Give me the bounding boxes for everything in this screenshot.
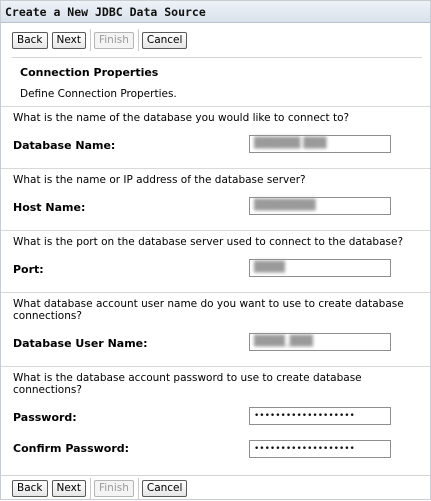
database-name-row (1, 124, 430, 168)
cancel-button[interactable]: Cancel (142, 480, 188, 497)
port-question: What is the port on the database server used to connect to the database? (1, 230, 430, 248)
password-value: ••••••••••••••••••• (254, 411, 355, 421)
port-value: ████ (254, 262, 285, 273)
host-name-question: What is the name or IP address of the database server? (1, 168, 430, 186)
host-name-field[interactable] (249, 197, 391, 215)
user-name-question: What database account user name do you want to use to create database connections? (1, 292, 430, 322)
user-name-field[interactable] (249, 333, 391, 351)
confirm-password-row (1, 440, 430, 474)
password-field[interactable] (249, 407, 391, 425)
next-button[interactable]: Next (52, 480, 86, 497)
back-button[interactable]: Back (12, 32, 48, 49)
finish-button: Finish (94, 480, 134, 497)
confirm-password-value: ••••••••••••••••••• (254, 444, 355, 454)
port-field[interactable] (249, 259, 391, 277)
database-name-question: What is the name of the database you would like to connect to? (1, 106, 430, 124)
button-separator (90, 29, 91, 51)
host-name-row (1, 186, 430, 230)
button-separator (138, 29, 139, 51)
button-separator (90, 478, 91, 500)
host-name-value: ████████ (254, 200, 316, 211)
database-name-value: ██████ ███ (254, 138, 327, 149)
database-name-field[interactable] (249, 135, 391, 153)
password-row (1, 396, 430, 440)
confirm-password-field[interactable] (249, 440, 391, 458)
connection-properties-section (12, 57, 422, 106)
password-question: What is the database account password to use to create database connections? (1, 366, 430, 396)
password-label: Password: (13, 411, 77, 424)
button-separator (138, 478, 139, 500)
next-button[interactable]: Next (52, 32, 86, 49)
port-label: Port: (13, 263, 44, 276)
window-title: Create a New JDBC Data Source (1, 1, 430, 23)
bottom-button-bar (1, 475, 430, 501)
user-name-label: Database User Name: (13, 337, 148, 350)
port-row (1, 248, 430, 292)
top-button-bar (1, 23, 430, 57)
back-button[interactable]: Back (12, 480, 48, 497)
database-name-label: Database Name: (13, 139, 116, 152)
section-description: Define Connection Properties. (20, 88, 177, 100)
user-name-value: ████_███ (254, 336, 313, 347)
finish-button: Finish (94, 32, 134, 49)
host-name-label: Host Name: (13, 201, 86, 214)
cancel-button[interactable]: Cancel (142, 32, 188, 49)
confirm-password-label: Confirm Password: (13, 442, 130, 455)
section-title: Connection Properties (20, 66, 159, 79)
user-name-row (1, 322, 430, 366)
